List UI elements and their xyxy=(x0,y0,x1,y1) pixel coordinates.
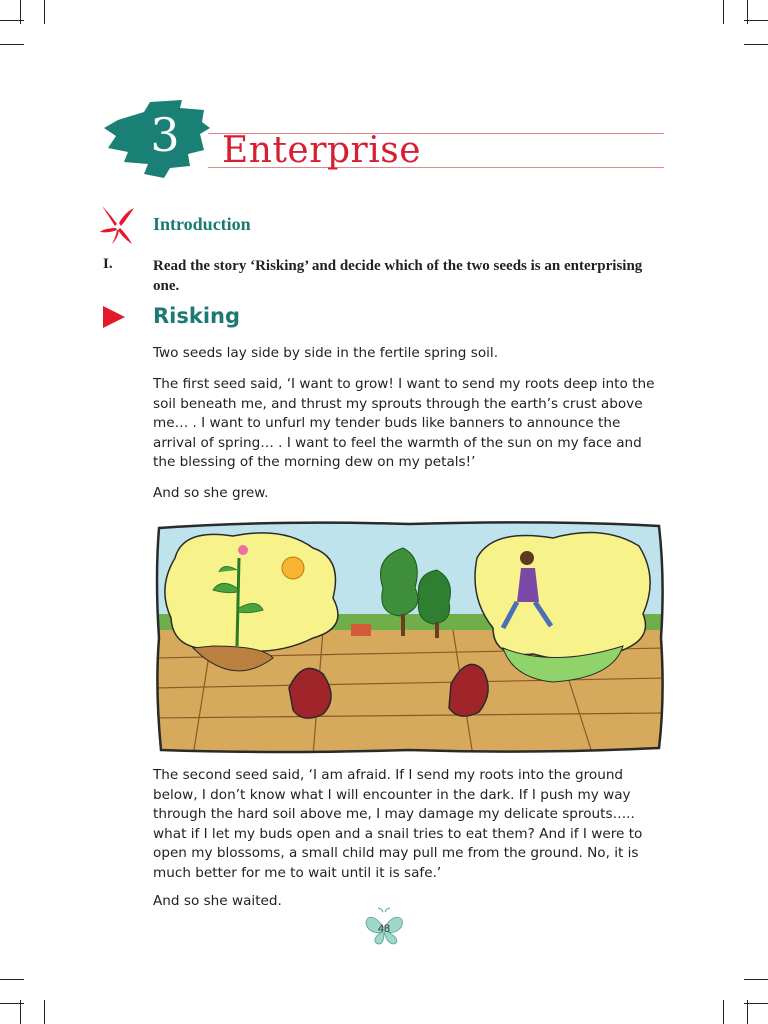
story-paragraph: The second seed said, ‘I am afraid. If I send my roots into the ground below, I don’t know what I will encounter in the dark. If I push my way through the hard soil above me, I may damage my delicate sprouts….. what if I let my buds open and a snail tries to eat them? And if I were to open my blossoms, a small child may pull me from the ground. No, it is much better for me to wait until it is safe.’ xyxy=(153,767,643,881)
page-number: 48 xyxy=(377,923,391,935)
crop-mark xyxy=(723,1000,724,1024)
crop-mark xyxy=(0,20,24,21)
page-number-badge xyxy=(364,906,404,946)
story-paragraph: The first seed said, ‘I want to grow! I want to send my roots deep into the soil beneath me, and thrust my sprouts through the earth’s crust above me… . I want to unfurl my tender buds like banners to announce the arrival of spring… . I want to feel the warmth of the sun on my face and the blessing of the morning dew on my petals!’ xyxy=(153,376,655,471)
crop-mark xyxy=(0,979,24,980)
crop-mark xyxy=(744,1003,768,1004)
crop-mark xyxy=(0,1003,24,1004)
crop-mark xyxy=(744,44,768,45)
question-number: I. xyxy=(103,256,113,272)
crop-mark xyxy=(0,44,24,45)
story-title: Risking xyxy=(153,304,241,328)
story-illustration xyxy=(153,518,665,756)
story-paragraph: And so she grew. xyxy=(153,485,269,501)
arrow-bullet-icon xyxy=(103,306,125,332)
crop-mark xyxy=(744,979,768,980)
bullet-flower-icon xyxy=(100,206,136,248)
story-paragraph: Two seeds lay side by side in the fertile spring soil. xyxy=(153,345,499,361)
story-paragraph: And so she waited. xyxy=(153,893,282,909)
crop-mark xyxy=(44,1000,45,1024)
chapter-number: 3 xyxy=(150,108,180,162)
crop-mark xyxy=(44,0,45,24)
question-text: Read the story ‘Risking’ and decide which of the two seeds is an enterprising one. xyxy=(153,258,643,294)
section-heading: Introduction xyxy=(153,214,251,234)
crop-mark xyxy=(723,0,724,24)
chapter-title: Enterprise xyxy=(222,130,421,171)
crop-mark xyxy=(744,20,768,21)
